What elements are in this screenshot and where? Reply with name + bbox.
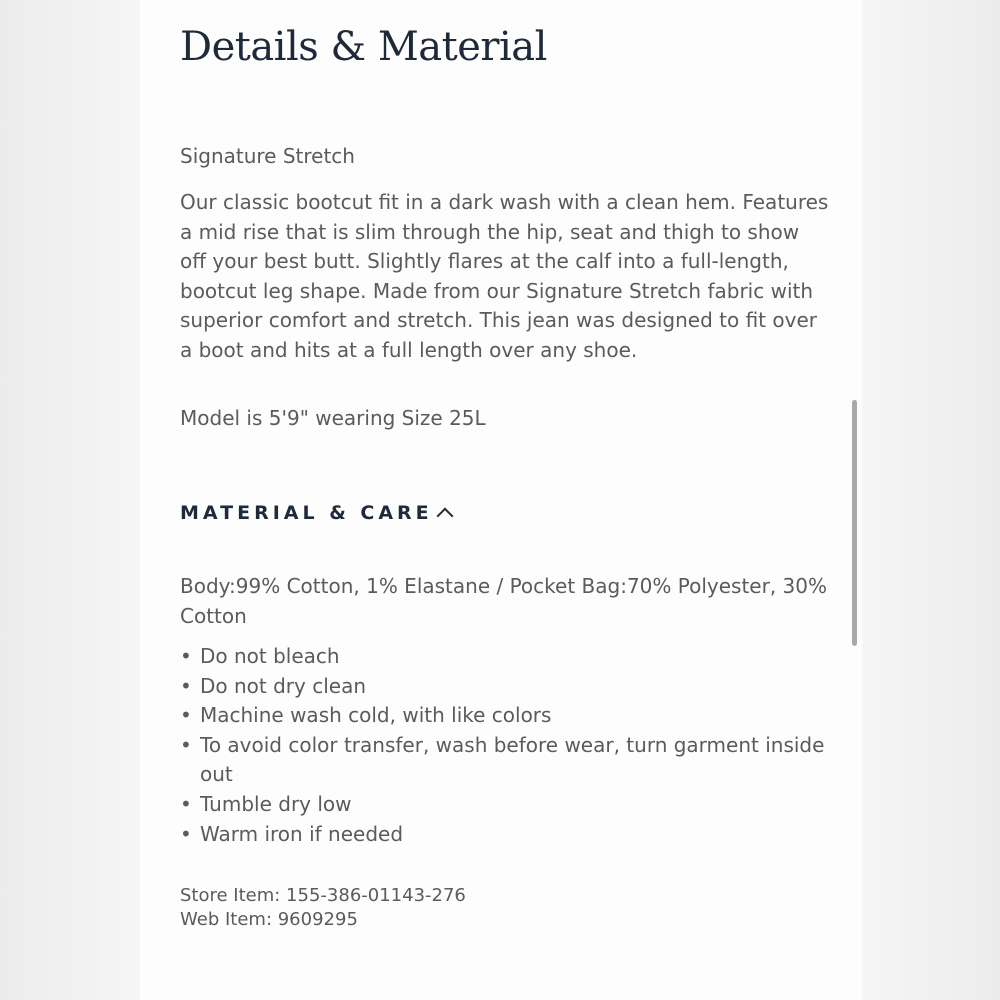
material-care-heading: MATERIAL & CARE <box>180 502 433 524</box>
model-info: Model is 5'9" wearing Size 25L <box>180 406 486 430</box>
list-item: • Do not bleach <box>180 642 830 672</box>
page-title: Details & Material <box>180 24 547 70</box>
background-left <box>0 0 140 1000</box>
material-care-toggle[interactable] <box>180 502 451 524</box>
product-fabric-name: Signature Stretch <box>180 144 355 168</box>
web-item-number: Web Item: 9609295 <box>180 909 358 930</box>
list-item: • Machine wash cold, with like colors <box>180 701 830 731</box>
background-right <box>860 0 1000 1000</box>
list-item: • Do not dry clean <box>180 672 830 702</box>
material-composition: Body:99% Cotton, 1% Elastane / Pocket Bag:70% Polyester, 30% Cotton <box>180 574 827 628</box>
scrollbar-thumb[interactable] <box>852 400 857 646</box>
store-item-number: Store Item: 155-386-01143-276 <box>180 885 466 906</box>
list-item: • Tumble dry low <box>180 790 830 820</box>
chevron-up-icon <box>436 508 453 525</box>
details-panel <box>140 0 862 1000</box>
care-instructions-list <box>180 642 830 849</box>
item-identifiers <box>180 884 466 932</box>
list-item: • To avoid color transfer, wash before wear, turn garment inside out <box>180 731 830 790</box>
product-description: Our classic bootcut fit in a dark wash with a clean hem. Features a mid rise that is slim through the hip, seat and thigh to show off your best butt. Slightly flares at the calf into a full-length, bootcut leg shape. Made from our Signature Stretch fabric with superior comfort and stretch. This jean was designed to fit over a boot and hits at a full length over any shoe. <box>180 190 829 362</box>
list-item: • Warm iron if needed <box>180 820 830 850</box>
